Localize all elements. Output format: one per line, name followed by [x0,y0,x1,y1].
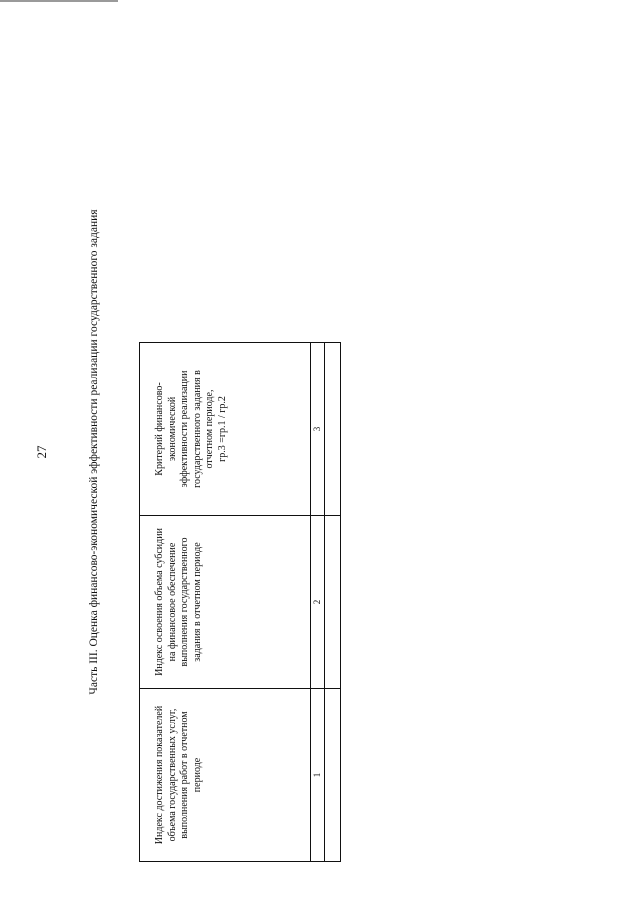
header-text-achievement-index: Индекс достижения показателей объема государственных услуг, выполнения работ в отчетном периоде [154,705,203,845]
efficiency-table [139,342,341,862]
scan-edge-line [0,0,118,2]
page-number: 27 [34,445,49,459]
header-cell-2 [140,516,310,689]
header-text-efficiency-criterion: Критерий финансово-экономической эффективности реализации государственного задания в отчетном периоде, гр.3 =гр.1 / гр.2 [154,370,228,488]
column-number-row [310,343,325,861]
column-number-cell-3 [311,343,325,516]
column-number-cell-1 [311,689,325,861]
table-cell [325,343,340,516]
table-row [324,343,340,861]
column-number: 1 [312,772,322,778]
header-cell-3 [140,343,310,516]
column-number: 2 [312,599,322,605]
column-number-cell-2 [311,516,325,689]
table-cell [325,516,340,689]
column-number: 3 [312,426,322,432]
header-cell-1 [140,689,310,861]
rotated-page [20,12,620,892]
header-text-subsidy-index: Индекс освоения объема субсидии на финансовое обеспечение выполнения государственного задания в отчетном периоде [154,528,203,676]
section-title: Часть III. Оценка финансово-экономической эффективности реализации государственного задания [88,209,100,695]
table-cell [325,689,340,861]
table-header-row [140,343,310,861]
